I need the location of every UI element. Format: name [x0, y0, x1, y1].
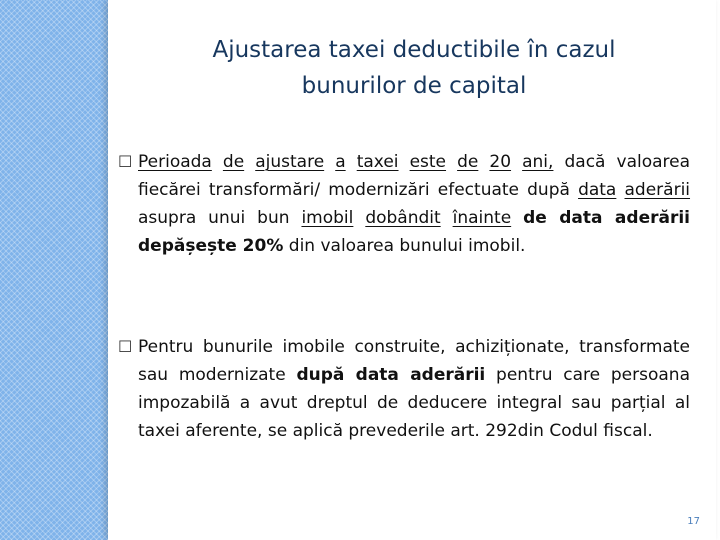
text-span: data: [578, 180, 617, 200]
slide-title-line-2: bunurilor de capital: [301, 73, 527, 99]
text-span: asupra unui bun: [138, 208, 290, 228]
bullet-text: [138, 148, 690, 260]
slide-title: [108, 32, 720, 104]
text-span: este: [409, 152, 447, 172]
text-span: de: [222, 152, 245, 172]
text-span: Pentru bunurile imobile construite, achiziționate, transformate sau modernizate: [138, 337, 690, 385]
checkbox-bullet-icon: ☐: [118, 337, 133, 356]
bullet-item-real-estate: [118, 333, 690, 445]
text-span: 20: [489, 152, 512, 172]
slide-title-line-1: Ajustarea taxei deductibile în cazul: [212, 37, 616, 63]
decorative-sidebar: [0, 0, 108, 540]
text-span: pentru care persoana impozabilă a avut dreptul de deducere integral sau parțial al taxei aferente, se aplică prevederile art. 292din Codul fiscal.: [138, 365, 690, 441]
text-span: înainte: [452, 208, 512, 228]
text-span: de data aderării depășește 20%: [138, 208, 690, 256]
text-span: Perioada: [138, 152, 212, 172]
text-span: din valoarea bunului imobil.: [288, 236, 526, 256]
text-span: ajustare: [255, 152, 325, 172]
text-span: aderării: [624, 180, 691, 200]
text-span: după data aderării: [296, 365, 486, 385]
checkbox-bullet-icon: ☐: [118, 152, 133, 171]
text-span: imobil: [301, 208, 354, 228]
bullet-text: [138, 333, 690, 445]
bullet-item-adjustment-period: [118, 148, 690, 260]
page-number: 17: [687, 516, 700, 527]
text-span: dobândit: [365, 208, 441, 228]
text-span: ani,: [522, 152, 554, 172]
text-span: a: [335, 152, 346, 172]
text-span: taxei: [356, 152, 399, 172]
text-span: de: [457, 152, 479, 172]
text-span: dacă valoarea fiecărei transformări/ modernizări efectuate după: [138, 152, 691, 200]
